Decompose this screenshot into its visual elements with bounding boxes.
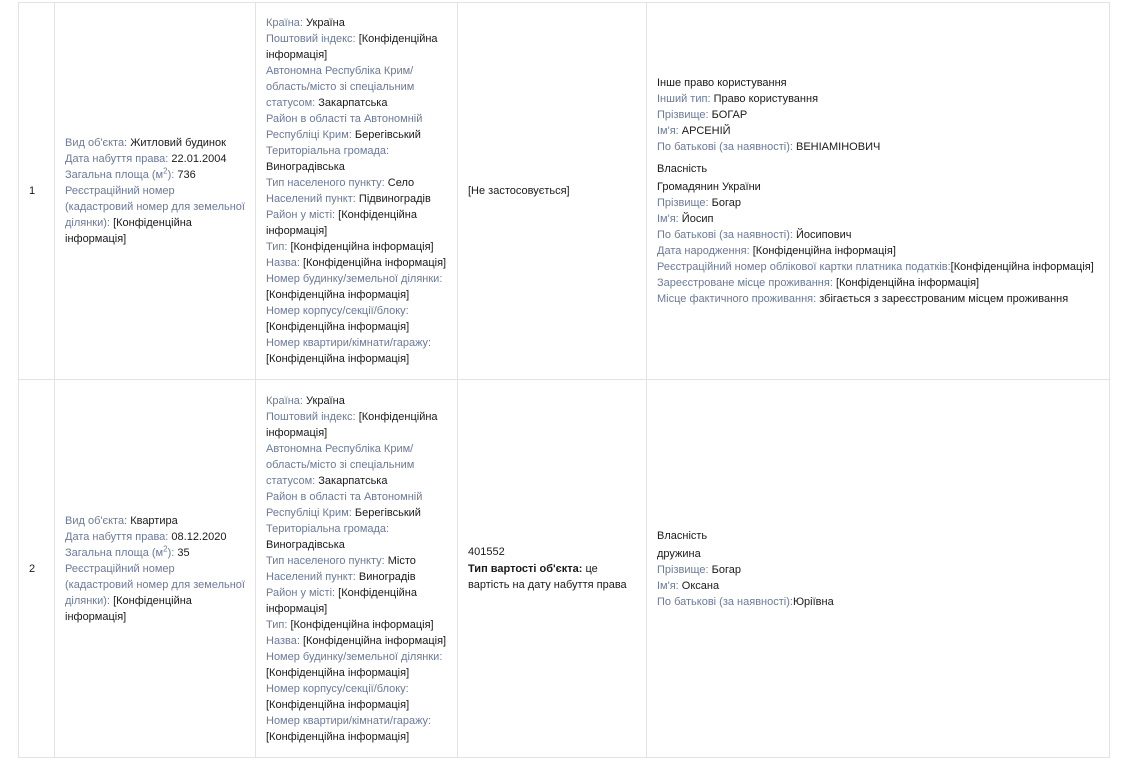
right-title: Власність xyxy=(657,529,708,542)
address-field: Номер будинку/земельної ділянки: [Конфіденційна інформація] xyxy=(266,650,443,679)
address-field: Поштовий індекс: [Конфіденційна інформація] xyxy=(266,33,438,61)
address-field: Номер квартири/кімнати/гаражу: [Конфіденційна інформація] xyxy=(266,337,432,365)
right-field: По батькові (за наявності): Йосипович xyxy=(657,229,852,241)
address-field: Територіальна громада: Виноградівська xyxy=(266,522,390,551)
address-field: Країна: Україна xyxy=(266,394,345,407)
address-field: Район в області та Автономній Республіці Крим: Берегівський xyxy=(266,113,423,141)
right-field: Реєстраційний номер облікової картки платника податків:[Конфіденційна інформація] xyxy=(657,261,1094,273)
acquisition-date: Дата набуття права: 22.01.2004 xyxy=(65,153,227,165)
right-subtitle: Громадянин України xyxy=(657,181,761,193)
total-area: Загальна площа $(м^2)$: 35 xyxy=(65,543,190,559)
right-field: Інший тип: Право користування xyxy=(657,93,819,105)
object-cell xyxy=(55,3,256,380)
right-field: Ім'я: Оксана xyxy=(657,579,720,592)
right-field: По батькові (за наявності):Юріївна xyxy=(657,595,834,608)
cost-not-applicable: [Не застосовується] xyxy=(468,185,570,197)
right-field: Прізвище: Богар xyxy=(657,197,742,209)
address-field: Населений пункт: Підвиноградів xyxy=(266,193,431,205)
address-field: Автономна Республіка Крим/ область/місто зі спеціальним статусом: Закарпатська xyxy=(266,65,415,109)
address-field: Тип населеного пункту: Село xyxy=(266,177,415,189)
right-field: Зареєстроване місце проживання: [Конфіденційна інформація] xyxy=(657,277,980,289)
row-number: 1 xyxy=(19,3,55,380)
cost-value: 401552 xyxy=(468,546,505,558)
object-type: Вид об'єкта: Квартира xyxy=(65,514,178,527)
registration-number: Реєстраційний номер (кадастровий номер для земельної ділянки): [Конфіденційна інформація] xyxy=(65,185,245,245)
right-field: Прізвище: БОГАР xyxy=(657,109,748,121)
table-row xyxy=(19,3,1110,380)
address-field: Тип: [Конфіденційна інформація] xyxy=(266,241,434,253)
address-field: Район у місті: [Конфіденційна інформація] xyxy=(266,586,417,615)
right-field: Ім'я: Йосип xyxy=(657,213,714,225)
registration-number: Реєстраційний номер (кадастровий номер для земельної ділянки): [Конфіденційна інформація] xyxy=(65,562,245,623)
total-area: Загальна площа $(м^2)$: 736 xyxy=(65,166,196,181)
right-field: Прізвище: Богар xyxy=(657,563,742,576)
right-field: По батькові (за наявності): ВЕНІАМІНОВИЧ xyxy=(657,141,881,153)
address-field: Територіальна громада: Виноградівська xyxy=(266,145,390,173)
address-field: Автономна Республіка Крим/ область/місто зі спеціальним статусом: Закарпатська xyxy=(266,442,415,487)
address-field: Район в області та Автономній Республіці Крим: Берегівський xyxy=(266,490,423,519)
address-field: Населений пункт: Виноградів xyxy=(266,570,416,583)
right-field: Дата народження: [Конфіденційна інформація] xyxy=(657,245,896,257)
rights-cell xyxy=(647,380,1110,758)
table-row xyxy=(19,380,1110,758)
address-field: Номер квартири/кімнати/гаражу: [Конфіденційна інформація] xyxy=(266,714,432,743)
address-cell xyxy=(256,3,458,380)
cost-cell xyxy=(458,3,647,380)
rights-cell xyxy=(647,3,1110,380)
right-title: Власність xyxy=(657,163,708,175)
address-field: Номер корпусу/секції/блоку: [Конфіденційна інформація] xyxy=(266,305,410,333)
object-cell xyxy=(55,380,256,758)
address-cell xyxy=(256,380,458,758)
right-field: Ім'я: АРСЕНІЙ xyxy=(657,125,731,137)
address-field: Район у місті: [Конфіденційна інформація] xyxy=(266,209,417,237)
right-field: Місце фактичного проживання: збігається з зареєстрованим місцем проживання xyxy=(657,293,1069,305)
cost-type: Тип вартості об'єкта: це вартість на дату набуття права xyxy=(468,563,627,591)
right-subtitle: дружина xyxy=(657,547,701,560)
row-number: 2 xyxy=(19,380,55,758)
address-field: Поштовий індекс: [Конфіденційна інформація] xyxy=(266,410,438,439)
declaration-table xyxy=(18,2,1110,758)
object-type: Вид об'єкта: Житловий будинок xyxy=(65,137,226,149)
address-field: Номер корпусу/секції/блоку: [Конфіденційна інформація] xyxy=(266,682,410,711)
address-field: Країна: Україна xyxy=(266,17,345,29)
address-field: Назва: [Конфіденційна інформація] xyxy=(266,634,447,647)
acquisition-date: Дата набуття права: 08.12.2020 xyxy=(65,530,227,543)
address-field: Назва: [Конфіденційна інформація] xyxy=(266,257,447,269)
address-field: Тип: [Конфіденційна інформація] xyxy=(266,618,434,631)
address-field: Тип населеного пункту: Місто xyxy=(266,554,416,567)
address-field: Номер будинку/земельної ділянки: [Конфіденційна інформація] xyxy=(266,273,443,301)
right-title: Інше право користування xyxy=(657,77,787,89)
cost-cell xyxy=(458,380,647,758)
